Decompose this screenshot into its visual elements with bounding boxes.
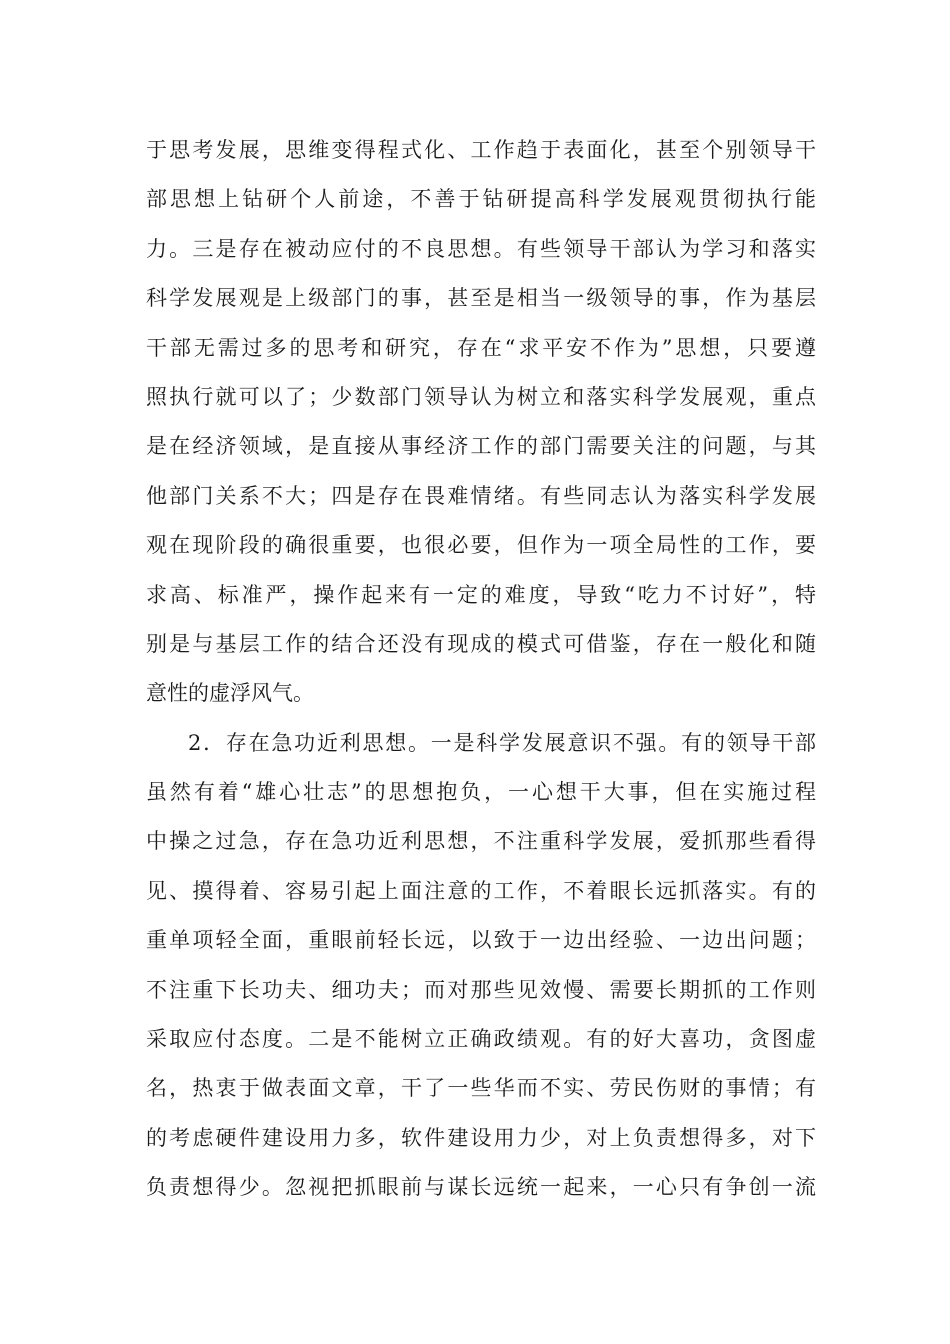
text-line: 中操之过急，存在急功近利思想，不注重科学发展，爱抓那些看得 [146,829,816,854]
text-line: 于思考发展，思维变得程式化、工作趋于表面化，甚至个别领导干 [146,138,816,162]
text-line: 名，热衷于做表面文章，干了一些华而不实、劳民伤财的事情；有 [146,1076,816,1101]
body-text [146,126,816,1213]
text-line: 力。三是存在被动应付的不良思想。有些领导干部认为学习和落实 [146,236,816,261]
text-line: 负责想得少。忽视把抓眼前与谋长远统一起来，一心只有争创一流 [146,1175,816,1200]
text-line: 是在经济领域，是直接从事经济工作的部门需要关注的问题，与其 [146,434,816,459]
paragraph [146,126,816,719]
text-line: 别是与基层工作的结合还没有现成的模式可借鉴，存在一般化和随 [146,631,816,656]
text-line: 采取应付态度。二是不能树立正确政绩观。有的好大喜功，贪图虚 [146,1027,816,1052]
paragraph [146,719,816,1213]
text-line: 意性的虚浮风气。 [146,681,314,706]
text-line: 部思想上钻研个人前途，不善于钻研提高科学发展观贯彻执行能 [146,187,816,212]
text-line: 的考虑硬件建设用力多，软件建设用力少，对上负责想得多，对下 [146,1125,816,1150]
text-line: 他部门关系不大；四是存在畏难情绪。有些同志认为落实科学发展 [146,483,816,508]
text-line: 照执行就可以了；少数部门领导认为树立和落实科学发展观，重点 [146,384,816,409]
text-line: 2．存在急功近利思想。一是科学发展意识不强。有的领导干部 [188,730,816,755]
text-line: 观在现阶段的确很重要，也很必要，但作为一项全局性的工作，要 [146,533,816,558]
text-line: 求高、标准严，操作起来有一定的难度，导致“吃力不讨好”，特 [146,582,816,607]
text-line: 重单项轻全面，重眼前轻长远，以致于一边出经验、一边出问题； [146,928,816,953]
text-line: 科学发展观是上级部门的事，甚至是相当一级领导的事，作为基层 [146,286,816,311]
text-line: 不注重下长功夫、细功夫；而对那些见效慢、需要长期抓的工作则 [146,977,816,1002]
text-line: 虽然有着“雄心壮志”的思想抱负，一心想干大事，但在实施过程 [146,780,816,805]
text-line: 干部无需过多的思考和研究，存在“求平安不作为”思想，只要遵 [146,335,816,360]
text-line: 见、摸得着、容易引起上面注意的工作，不着眼长远抓落实。有的 [146,878,816,903]
